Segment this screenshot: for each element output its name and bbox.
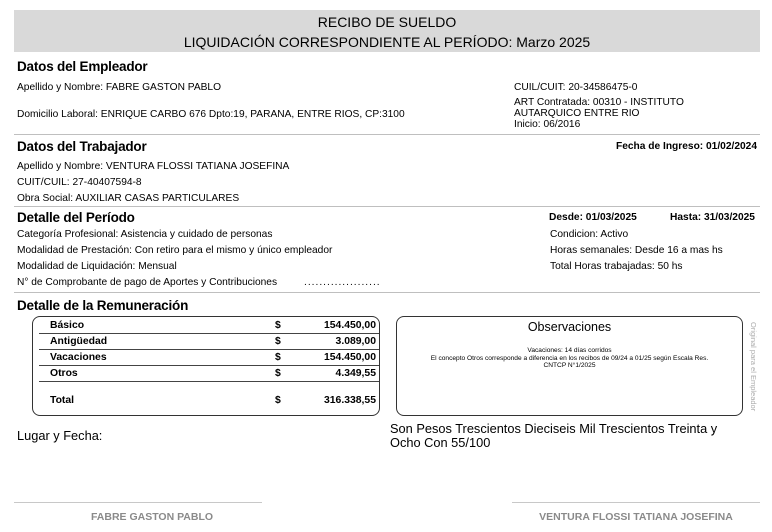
- remuneration-section-title: Detalle de la Remuneración: [17, 298, 189, 313]
- condicion: Condicion: Activo: [550, 229, 629, 240]
- comprobante-aportes: N° de Comprobante de pago de Aportes y Contribuciones: [17, 277, 278, 288]
- row-label-vacaciones: Vacaciones: [50, 352, 107, 363]
- worker-section-title: Datos del Trabajador: [17, 139, 147, 154]
- row-value-vacaciones: 154.450,00: [323, 352, 376, 363]
- signature-line-employer: [14, 502, 262, 503]
- lugar-fecha: Lugar y Fecha:: [17, 428, 103, 443]
- period-section-title: Detalle del Período: [17, 210, 135, 225]
- employer-cuit: CUIL/CUIT: 20-34586475-0: [514, 82, 638, 93]
- worker-cuil: CUIT/CUIL: 27-40407594-8: [17, 177, 142, 188]
- period-desde: Desde: 01/03/2025: [549, 212, 637, 223]
- divider: [14, 206, 760, 207]
- row-underline: [39, 333, 379, 334]
- employer-section-title: Datos del Empleador: [17, 59, 148, 74]
- total-value: 316.338,55: [323, 395, 376, 406]
- son-pesos-line: Son Pesos Trescientos Dieciseis Mil Trescientos Treinta y: [390, 421, 718, 436]
- art-line-1: ART Contratada: 00310 - INSTITUTO: [514, 97, 684, 108]
- son-pesos: [390, 422, 717, 449]
- receipt-subtitle: LIQUIDACIÓN CORRESPONDIENTE AL PERÍODO: Marzo 2025: [183, 34, 591, 50]
- row-label-antiguedad: Antigüedad: [50, 336, 108, 347]
- currency-sign: $: [275, 368, 281, 379]
- signature-name-worker: VENTURA FLOSSI TATIANA JOSEFINA: [539, 511, 733, 523]
- fecha-ingreso: Fecha de Ingreso: 01/02/2024: [616, 141, 757, 152]
- observation-line: CNTCP N°1/2025: [543, 362, 596, 370]
- row-underline: [39, 349, 379, 350]
- row-value-basico: 154.450,00: [323, 320, 376, 331]
- currency-sign: $: [275, 320, 281, 331]
- employer-address: Domicilio Laboral: ENRIQUE CARBO 676 Dpto:19, PARANA, ENTRE RIOS, CP:3100: [17, 109, 405, 120]
- modalidad-liquidacion: Modalidad de Liquidación: Mensual: [17, 261, 177, 272]
- worker-name: Apellido y Nombre: VENTURA FLOSSI TATIANA JOSEFINA: [17, 161, 290, 172]
- observations-text: [396, 347, 743, 370]
- currency-sign: $: [275, 352, 281, 363]
- comprobante-dots: ....................: [304, 277, 381, 288]
- modalidad-prestacion: Modalidad de Prestación: Con retiro para el mismo y único empleador: [17, 245, 333, 256]
- observations-title: Observaciones: [527, 320, 612, 334]
- observation-line: El concepto Otros corresponde a diferencia en los recibos de 09/24 a 01/25 según Escala Res.: [430, 354, 709, 362]
- signature-line-worker: [512, 502, 760, 503]
- currency-sign: $: [275, 336, 281, 347]
- original-note: Original para el Empleador: [749, 322, 758, 412]
- son-pesos-line: Ocho Con 55/100: [390, 434, 491, 450]
- art-inicio: Inicio: 06/2016: [514, 119, 581, 130]
- categoria-profesional: Categoría Profesional: Asistencia y cuidado de personas: [17, 229, 273, 240]
- row-label-otros: Otros: [50, 368, 78, 379]
- period-hasta: Hasta: 31/03/2025: [670, 212, 755, 223]
- divider: [14, 292, 760, 293]
- total-separator: [39, 381, 379, 382]
- divider: [14, 134, 760, 135]
- row-label-basico: Básico: [50, 320, 85, 331]
- row-value-otros: 4.349,55: [335, 368, 376, 379]
- row-underline: [39, 365, 379, 366]
- employer-art: [514, 97, 684, 130]
- row-value-antiguedad: 3.089,00: [335, 336, 376, 347]
- worker-obra-social: Obra Social: AUXILIAR CASAS PARTICULARES: [17, 193, 240, 204]
- horas-semanales: Horas semanales: Desde 16 a mas hs: [550, 245, 723, 256]
- employer-name: Apellido y Nombre: FABRE GASTON PABLO: [17, 82, 222, 93]
- art-line-2: AUTARQUICO ENTRE RIO: [514, 108, 640, 119]
- signature-name-employer: FABRE GASTON PABLO: [90, 511, 214, 523]
- total-label: Total: [50, 395, 75, 406]
- receipt-title: RECIBO DE SUELDO: [317, 14, 457, 30]
- total-horas: Total Horas trabajadas: 50 hs: [550, 261, 683, 272]
- observation-line: Vacaciones: 14 días corridos: [527, 347, 612, 354]
- currency-sign: $: [275, 395, 281, 406]
